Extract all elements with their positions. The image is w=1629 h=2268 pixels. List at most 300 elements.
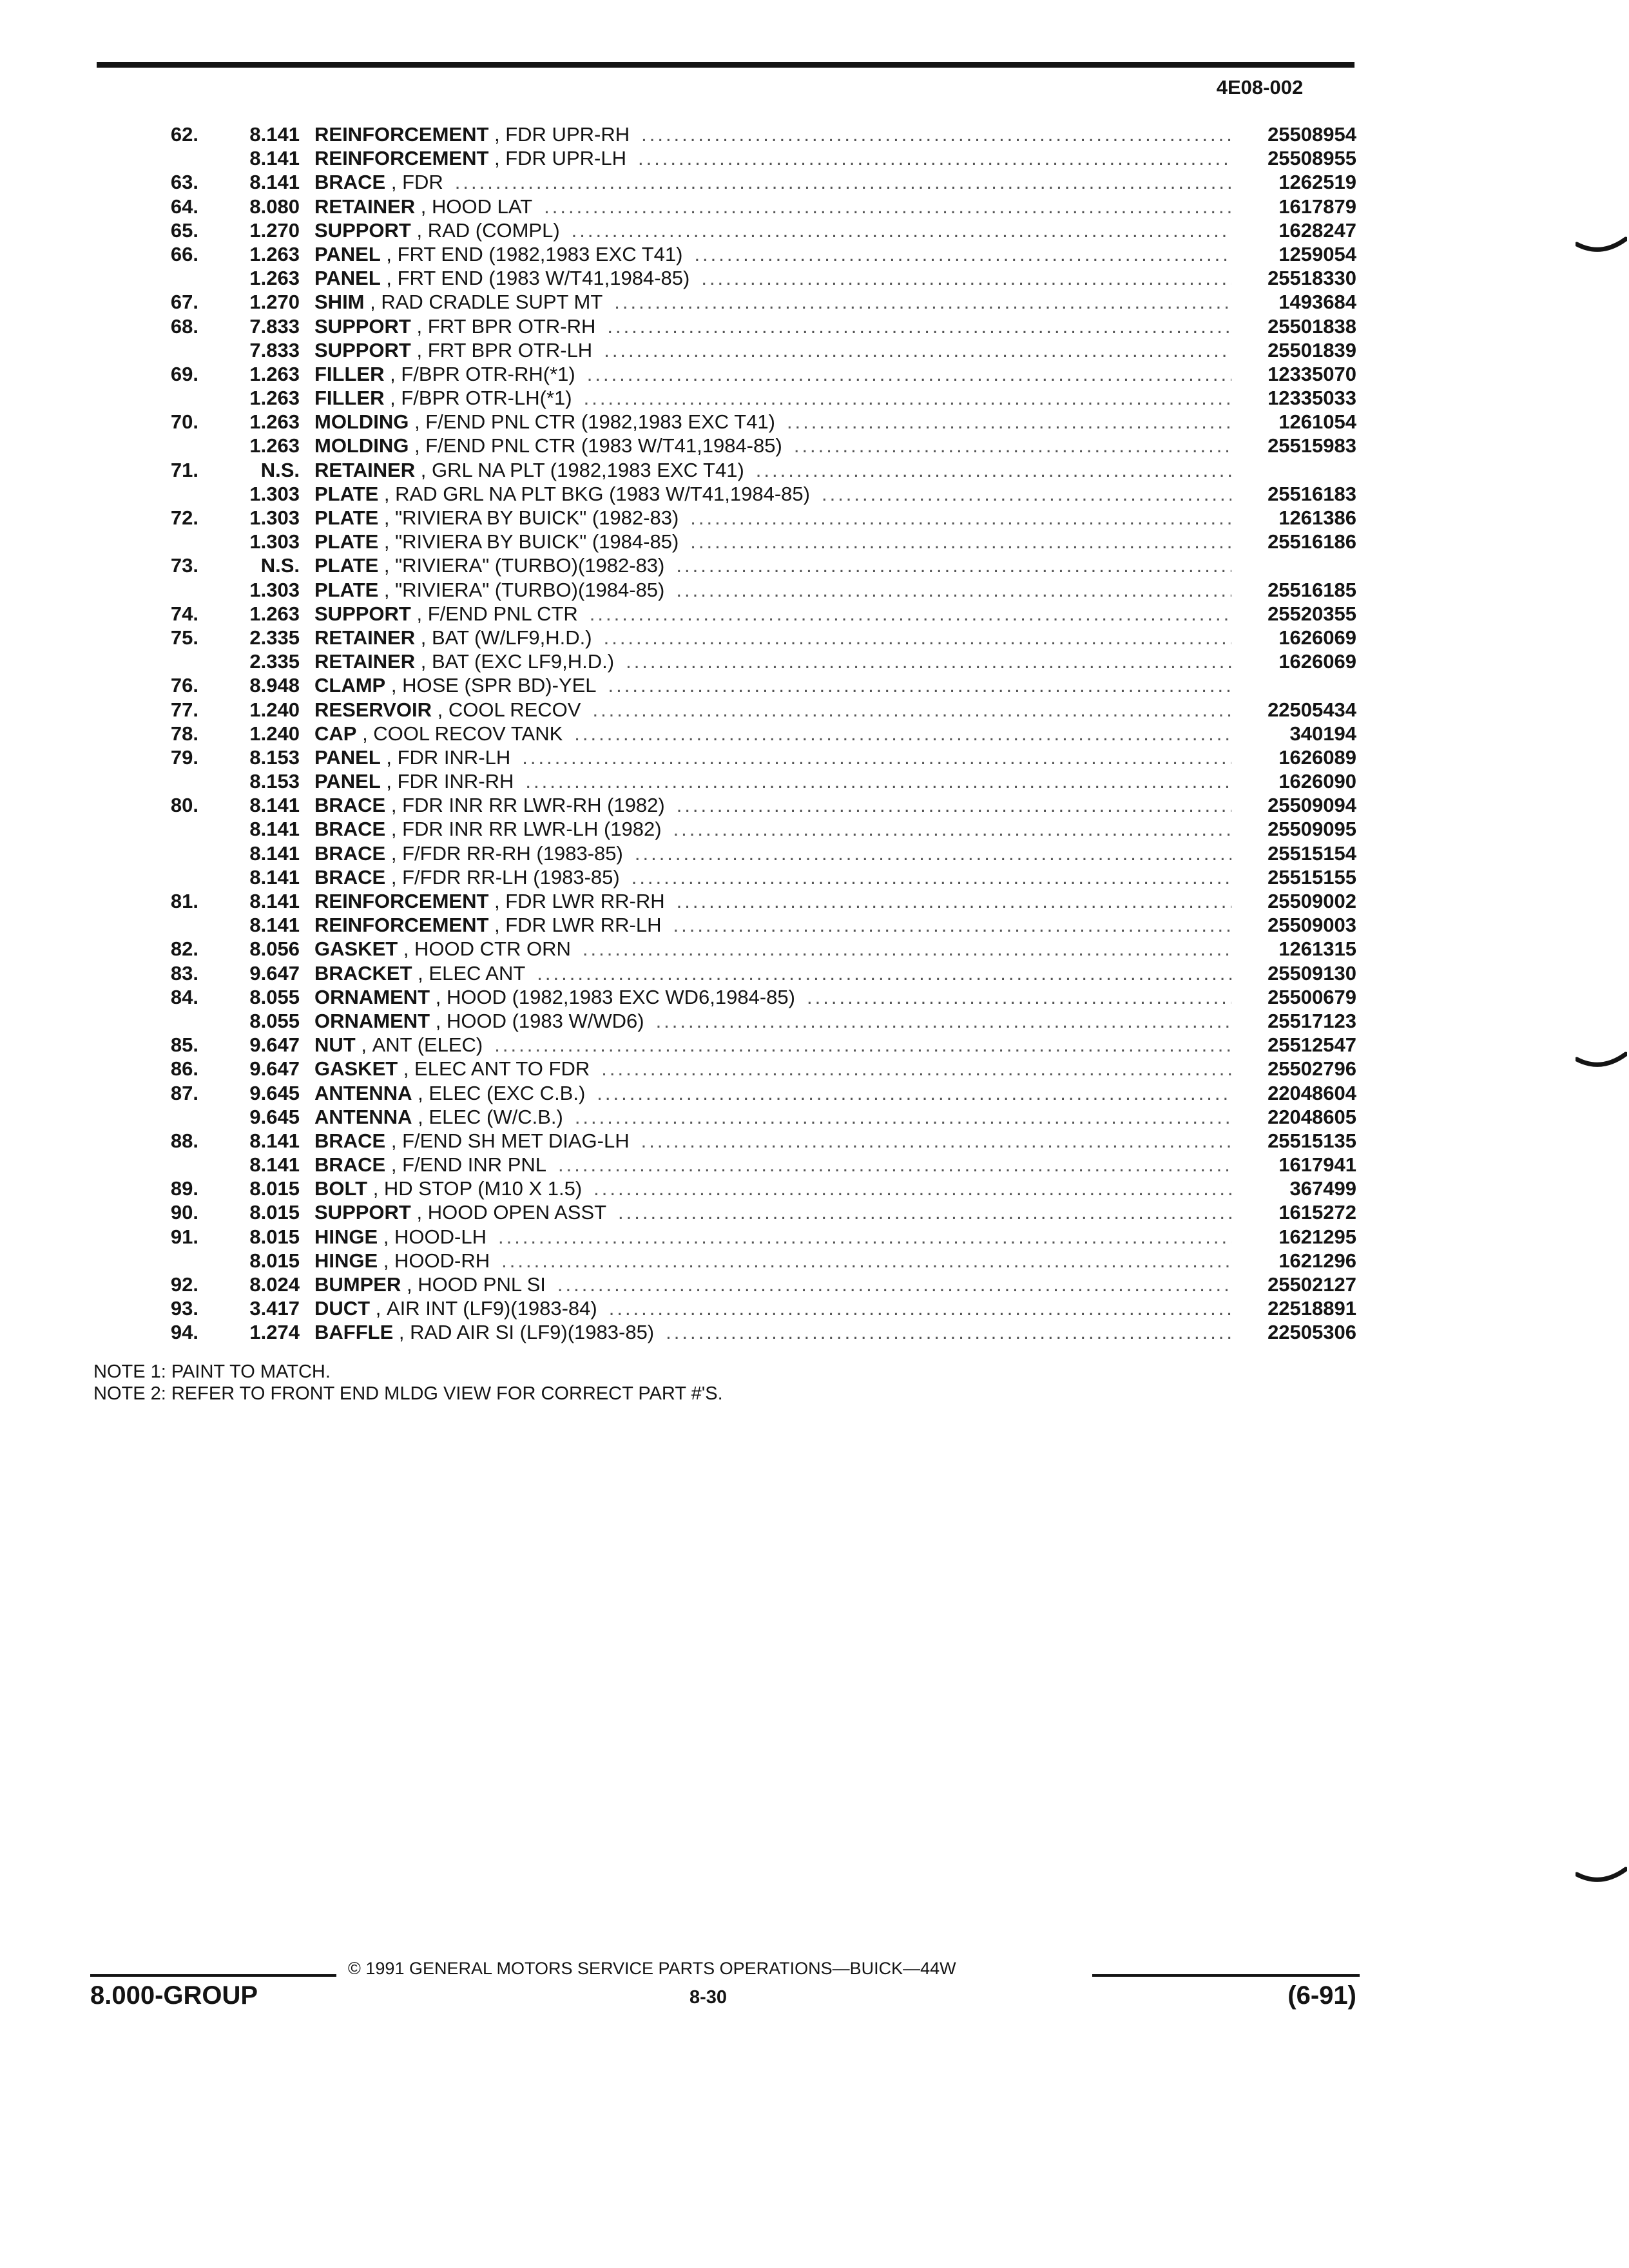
part-qualifier: FDR INR RR LWR-RH (1982): [402, 794, 665, 817]
part-name: RETAINER: [314, 458, 416, 481]
part-number: 1261386: [1278, 506, 1356, 529]
leader-dots: [544, 195, 1231, 218]
part-description: [314, 553, 1356, 577]
part-number: 12335070: [1268, 362, 1356, 385]
part-number: 1621295: [1278, 1225, 1356, 1248]
part-number: 1626090: [1278, 770, 1356, 793]
group-number: 1.303: [249, 482, 300, 505]
part-description: [314, 1153, 1356, 1177]
part-name: PLATE: [314, 530, 379, 553]
part-row: [90, 386, 1356, 410]
group-number: 1.263: [249, 242, 300, 265]
separator: ,: [378, 554, 396, 577]
part-number: 25515135: [1268, 1129, 1356, 1152]
part-description: [314, 458, 1356, 482]
group-number: 1.263: [249, 410, 300, 434]
part-description: [314, 434, 1356, 457]
part-name: BRACKET: [314, 961, 412, 985]
note-2: NOTE 2: REFER TO FRONT END MLDG VIEW FOR CORRECT PART #'S.: [93, 1383, 723, 1404]
part-number: 1628247: [1278, 218, 1356, 242]
leader-dots: [807, 985, 1231, 1009]
part-description: [314, 745, 1356, 769]
leader-dots: [638, 146, 1231, 170]
separator: ,: [370, 1297, 387, 1320]
part-row: [90, 1081, 1356, 1105]
part-qualifier: ELEC (EXC C.B.): [429, 1081, 586, 1104]
binder-mark-top: [1576, 235, 1627, 261]
part-name: PANEL: [314, 242, 381, 265]
separator: ,: [415, 195, 432, 218]
leader-dots: [673, 817, 1231, 841]
part-qualifier: FRT END (1983 W/T41,1984-85): [397, 267, 690, 290]
separator: ,: [415, 626, 432, 649]
part-number: 25512547: [1268, 1033, 1356, 1057]
item-number: 88.: [170, 1129, 198, 1152]
part-qualifier: RAD (COMPL): [427, 218, 560, 242]
part-row: [90, 530, 1356, 553]
leader-dots: [601, 1057, 1231, 1081]
part-description: [314, 146, 1356, 170]
group-number: 8.141: [249, 123, 300, 146]
part-row: [90, 1057, 1356, 1081]
part-name: REINFORCEMENT: [314, 914, 489, 937]
separator: ,: [415, 458, 432, 481]
part-number: 22048605: [1268, 1105, 1356, 1128]
part-name: ANTENNA: [314, 1105, 412, 1128]
part-description: [314, 769, 1356, 793]
separator: ,: [385, 674, 403, 697]
part-description: [314, 218, 1356, 242]
part-row: [90, 242, 1356, 266]
item-number: 82.: [170, 937, 198, 961]
part-number: 25502796: [1268, 1057, 1356, 1081]
part-qualifier: ELEC ANT TO FDR: [414, 1057, 590, 1081]
part-name: RETAINER: [314, 650, 416, 673]
item-number: 73.: [170, 554, 198, 577]
part-qualifier: HOSE (SPR BD)-YEL: [402, 674, 597, 697]
binder-mark-middle: [1576, 1050, 1627, 1076]
item-number: 91.: [170, 1225, 198, 1248]
part-number: 25508954: [1268, 123, 1356, 146]
separator: ,: [384, 362, 401, 385]
part-row: [90, 1105, 1356, 1129]
part-qualifier: HOOD PNL SI: [418, 1273, 546, 1296]
part-name: ORNAMENT: [314, 1009, 430, 1032]
group-number: 1.303: [249, 578, 300, 601]
part-number: 1617879: [1278, 195, 1356, 218]
note-1: NOTE 1: PAINT TO MATCH.: [93, 1361, 331, 1382]
part-qualifier: "RIVIERA BY BUICK" (1982-83): [395, 506, 679, 529]
item-number: 86.: [170, 1057, 198, 1081]
item-number: 67.: [170, 291, 198, 314]
part-number: 22048604: [1268, 1081, 1356, 1104]
item-number: 87.: [170, 1081, 198, 1104]
part-qualifier: BAT (W/LF9,H.D.): [432, 626, 592, 649]
part-name: SUPPORT: [314, 1201, 411, 1224]
part-name: PANEL: [314, 745, 381, 769]
part-description: [314, 195, 1356, 218]
separator: ,: [385, 794, 403, 817]
page-footer: [90, 1946, 1356, 2017]
separator: ,: [409, 434, 426, 457]
group-number: 1.263: [249, 602, 300, 625]
part-row: [90, 195, 1356, 218]
item-number: 65.: [170, 218, 198, 242]
part-description: [314, 1177, 1356, 1200]
part-description: [314, 266, 1356, 290]
part-description: [314, 602, 1356, 626]
part-name: BRACE: [314, 1153, 386, 1177]
part-name: GASKET: [314, 937, 398, 961]
page-number: 8-30: [689, 1987, 728, 2008]
part-qualifier: F/END INR PNL: [402, 1153, 546, 1177]
part-row: [90, 937, 1356, 961]
leader-dots: [794, 434, 1231, 457]
group-number: 1.270: [249, 218, 300, 242]
part-number: 25515983: [1268, 434, 1356, 457]
item-number: 62.: [170, 123, 198, 146]
separator: ,: [410, 338, 428, 361]
item-number: 90.: [170, 1201, 198, 1224]
group-number: 3.417: [249, 1297, 300, 1320]
leader-dots: [787, 410, 1231, 434]
leader-dots: [557, 1273, 1231, 1296]
group-number: 7.833: [249, 338, 300, 361]
separator: ,: [385, 818, 403, 841]
separator: ,: [415, 650, 432, 673]
group-number: 9.647: [249, 1033, 300, 1057]
part-name: RETAINER: [314, 195, 416, 218]
part-row: [90, 673, 1356, 697]
part-name: HINGE: [314, 1249, 378, 1272]
part-row: [90, 482, 1356, 506]
item-number: 79.: [170, 745, 198, 769]
part-row: [90, 626, 1356, 649]
part-number: 25500679: [1268, 985, 1356, 1008]
group-label: 8.000-GROUP: [90, 1981, 258, 2010]
leader-dots: [673, 913, 1231, 937]
part-name: ANTENNA: [314, 1081, 412, 1104]
part-number: 1262519: [1278, 171, 1356, 194]
part-row: [90, 266, 1356, 290]
part-qualifier: FDR INR-RH: [397, 770, 514, 793]
group-number: 1.270: [249, 291, 300, 314]
leader-dots: [756, 458, 1231, 482]
part-row: [90, 578, 1356, 602]
item-number: 63.: [170, 171, 198, 194]
part-number: 25509002: [1268, 890, 1356, 912]
part-qualifier: F/END PNL CTR (1983 W/T41,1984-85): [425, 434, 782, 457]
part-row: [90, 434, 1356, 457]
leader-dots: [537, 961, 1231, 985]
part-description: [314, 386, 1356, 410]
group-number: 8.056: [249, 937, 300, 961]
part-description: [314, 530, 1356, 553]
group-number: 8.141: [249, 147, 300, 170]
group-number: 9.645: [249, 1081, 300, 1104]
group-number: 8.153: [249, 770, 300, 793]
part-description: [314, 506, 1356, 530]
part-qualifier: HOOD-RH: [394, 1249, 490, 1272]
part-qualifier: F/BPR OTR-LH(*1): [401, 387, 572, 410]
part-name: CLAMP: [314, 674, 386, 697]
part-row: [90, 338, 1356, 362]
part-number: 25515154: [1268, 841, 1356, 865]
part-description: [314, 410, 1356, 434]
separator: ,: [380, 267, 398, 290]
item-number: 94.: [170, 1321, 198, 1344]
part-description: [314, 865, 1356, 889]
part-number: 1626069: [1278, 626, 1356, 649]
part-name: REINFORCEMENT: [314, 123, 489, 146]
part-number: 25516185: [1268, 578, 1356, 601]
group-number: 2.335: [249, 626, 300, 649]
separator: ,: [398, 1057, 415, 1081]
separator: ,: [410, 602, 428, 625]
part-row: [90, 722, 1356, 745]
item-number: 84.: [170, 985, 198, 1008]
group-number: 8.141: [249, 1153, 300, 1177]
separator: ,: [488, 890, 506, 912]
part-qualifier: ELEC (W/C.B.): [429, 1105, 563, 1128]
part-number: 1261315: [1278, 937, 1356, 961]
part-name: MOLDING: [314, 434, 409, 457]
part-number: 340194: [1289, 722, 1356, 745]
separator: ,: [409, 410, 426, 434]
parts-list: [90, 122, 1356, 1345]
part-number: 22518891: [1268, 1297, 1356, 1320]
part-description: [314, 1081, 1356, 1105]
separator: ,: [410, 1201, 428, 1224]
part-description: [314, 1129, 1356, 1153]
group-number: N.S.: [260, 554, 300, 577]
part-name: MOLDING: [314, 410, 409, 434]
group-number: 8.015: [249, 1225, 300, 1248]
part-description: [314, 290, 1356, 314]
part-description: [314, 1249, 1356, 1273]
leader-dots: [558, 1153, 1231, 1177]
separator: ,: [412, 961, 429, 985]
leader-dots: [575, 1105, 1231, 1129]
leader-dots: [676, 578, 1231, 602]
part-name: NUT: [314, 1033, 356, 1057]
part-description: [314, 889, 1356, 913]
part-description: [314, 1009, 1356, 1033]
part-number: 25515155: [1268, 865, 1356, 889]
leader-dots: [641, 122, 1231, 146]
leader-dots: [574, 722, 1231, 745]
part-name: HINGE: [314, 1225, 378, 1248]
part-row: [90, 122, 1356, 146]
item-number: 69.: [170, 362, 198, 385]
part-description: [314, 1200, 1356, 1224]
part-row: [90, 602, 1356, 626]
part-row: [90, 1225, 1356, 1249]
leader-dots: [584, 386, 1231, 410]
part-name: BRACE: [314, 818, 386, 841]
leader-dots: [597, 1081, 1231, 1105]
leader-dots: [587, 362, 1231, 386]
separator: ,: [430, 985, 447, 1008]
part-description: [314, 1057, 1356, 1081]
part-description: [314, 913, 1356, 937]
leader-dots: [614, 290, 1231, 314]
item-number: 89.: [170, 1177, 198, 1200]
group-number: 8.080: [249, 195, 300, 218]
part-name: PANEL: [314, 770, 381, 793]
part-name: BOLT: [314, 1177, 368, 1200]
separator: ,: [385, 1129, 403, 1152]
leader-dots: [592, 698, 1231, 722]
part-row: [90, 458, 1356, 482]
part-qualifier: F/BPR OTR-RH(*1): [401, 362, 575, 385]
group-number: 1.263: [249, 362, 300, 385]
separator: ,: [410, 218, 428, 242]
leader-dots: [609, 1296, 1231, 1320]
part-name: SHIM: [314, 291, 365, 314]
part-description: [314, 1105, 1356, 1129]
part-description: [314, 626, 1356, 649]
part-qualifier: FRT BPR OTR-RH: [427, 314, 596, 338]
part-name: BRACE: [314, 865, 386, 889]
part-number: 1621296: [1278, 1249, 1356, 1272]
part-qualifier: FRT BPR OTR-LH: [427, 338, 593, 361]
item-number: 93.: [170, 1297, 198, 1320]
part-name: SUPPORT: [314, 338, 411, 361]
notes: [93, 1361, 723, 1405]
leader-dots: [641, 1129, 1231, 1153]
leader-dots: [656, 1009, 1231, 1033]
copyright-notice: © 1991 GENERAL MOTORS SERVICE PARTS OPERATIONS—BUICK—44W: [348, 1959, 956, 1978]
footer-rule-right: [1092, 1974, 1360, 1977]
separator: ,: [398, 937, 415, 961]
part-qualifier: "RIVIERA BY BUICK" (1984-85): [395, 530, 679, 553]
part-qualifier: ELEC ANT: [429, 961, 526, 985]
part-number: 22505306: [1268, 1321, 1356, 1344]
part-name: REINFORCEMENT: [314, 147, 489, 170]
part-row: [90, 1177, 1356, 1200]
part-qualifier: RAD GRL NA PLT BKG (1983 W/T41,1984-85): [395, 482, 810, 505]
part-number: 25508955: [1268, 147, 1356, 170]
part-number: 1261054: [1278, 410, 1356, 434]
part-qualifier: RAD CRADLE SUPT MT: [381, 291, 603, 314]
part-description: [314, 649, 1356, 673]
part-name: PLATE: [314, 482, 379, 505]
part-description: [314, 841, 1356, 865]
part-description: [314, 1320, 1356, 1344]
separator: ,: [378, 506, 396, 529]
part-row: [90, 1200, 1356, 1224]
leader-dots: [666, 1320, 1231, 1344]
part-number: 25502127: [1268, 1273, 1356, 1296]
part-qualifier: "RIVIERA" (TURBO)(1984-85): [395, 578, 665, 601]
group-number: 1.240: [249, 698, 300, 721]
part-qualifier: F/FDR RR-LH (1983-85): [402, 865, 620, 889]
part-number: 1626069: [1278, 650, 1356, 673]
part-row: [90, 218, 1356, 242]
item-number: 74.: [170, 602, 198, 625]
part-number: 1615272: [1278, 1201, 1356, 1224]
part-row: [90, 698, 1356, 722]
part-number: 22505434: [1268, 698, 1356, 721]
part-qualifier: GRL NA PLT (1982,1983 EXC T41): [432, 458, 744, 481]
leader-dots: [590, 602, 1231, 626]
part-qualifier: RAD AIR SI (LF9)(1983-85): [410, 1321, 655, 1344]
part-row: [90, 985, 1356, 1009]
separator: ,: [355, 1033, 372, 1057]
part-description: [314, 1225, 1356, 1249]
part-name: PLATE: [314, 506, 379, 529]
part-name: FILLER: [314, 387, 385, 410]
part-name: SUPPORT: [314, 314, 411, 338]
part-row: [90, 1249, 1356, 1273]
part-row: [90, 745, 1356, 769]
group-number: 8.153: [249, 745, 300, 769]
part-row: [90, 961, 1356, 985]
part-number: 1493684: [1278, 291, 1356, 314]
leader-dots: [593, 1177, 1231, 1200]
separator: ,: [378, 578, 396, 601]
group-number: 8.055: [249, 1009, 300, 1032]
item-number: 81.: [170, 890, 198, 912]
part-description: [314, 1033, 1356, 1057]
leader-dots: [501, 1249, 1231, 1273]
part-name: BAFFLE: [314, 1321, 394, 1344]
part-number: 25520355: [1268, 602, 1356, 625]
group-number: 2.335: [249, 650, 300, 673]
part-row: [90, 170, 1356, 194]
part-row: [90, 841, 1356, 865]
separator: ,: [412, 1081, 429, 1104]
group-number: 8.015: [249, 1201, 300, 1224]
part-name: FILLER: [314, 362, 385, 385]
part-description: [314, 170, 1356, 194]
leader-dots: [525, 769, 1231, 793]
part-qualifier: F/FDR RR-RH (1983-85): [402, 841, 623, 865]
part-number: 25509003: [1268, 914, 1356, 937]
part-qualifier: FDR INR RR LWR-LH (1982): [402, 818, 662, 841]
separator: ,: [378, 530, 396, 553]
group-number: 9.647: [249, 961, 300, 985]
part-row: [90, 314, 1356, 338]
leader-dots: [626, 649, 1231, 673]
part-name: REINFORCEMENT: [314, 890, 489, 912]
part-qualifier: BAT (EXC LF9,H.D.): [432, 650, 615, 673]
separator: ,: [356, 722, 374, 745]
item-number: 76.: [170, 674, 198, 697]
part-qualifier: FDR UPR-LH: [505, 147, 626, 170]
separator: ,: [378, 1225, 395, 1248]
part-row: [90, 649, 1356, 673]
group-number: 8.141: [249, 914, 300, 937]
separator: ,: [488, 123, 506, 146]
separator: ,: [380, 242, 398, 265]
group-number: 9.645: [249, 1105, 300, 1128]
leader-dots: [498, 1225, 1231, 1249]
group-number: 7.833: [249, 314, 300, 338]
part-name: BRACE: [314, 841, 386, 865]
item-number: 72.: [170, 506, 198, 529]
part-number: 25518330: [1268, 267, 1356, 290]
group-number: 8.141: [249, 1129, 300, 1152]
separator: ,: [378, 482, 396, 505]
part-row: [90, 1320, 1356, 1344]
group-number: 8.141: [249, 890, 300, 912]
item-number: 85.: [170, 1033, 198, 1057]
part-number: 25509094: [1268, 794, 1356, 817]
part-qualifier: F/END SH MET DIAG-LH: [402, 1129, 630, 1152]
separator: ,: [488, 147, 506, 170]
